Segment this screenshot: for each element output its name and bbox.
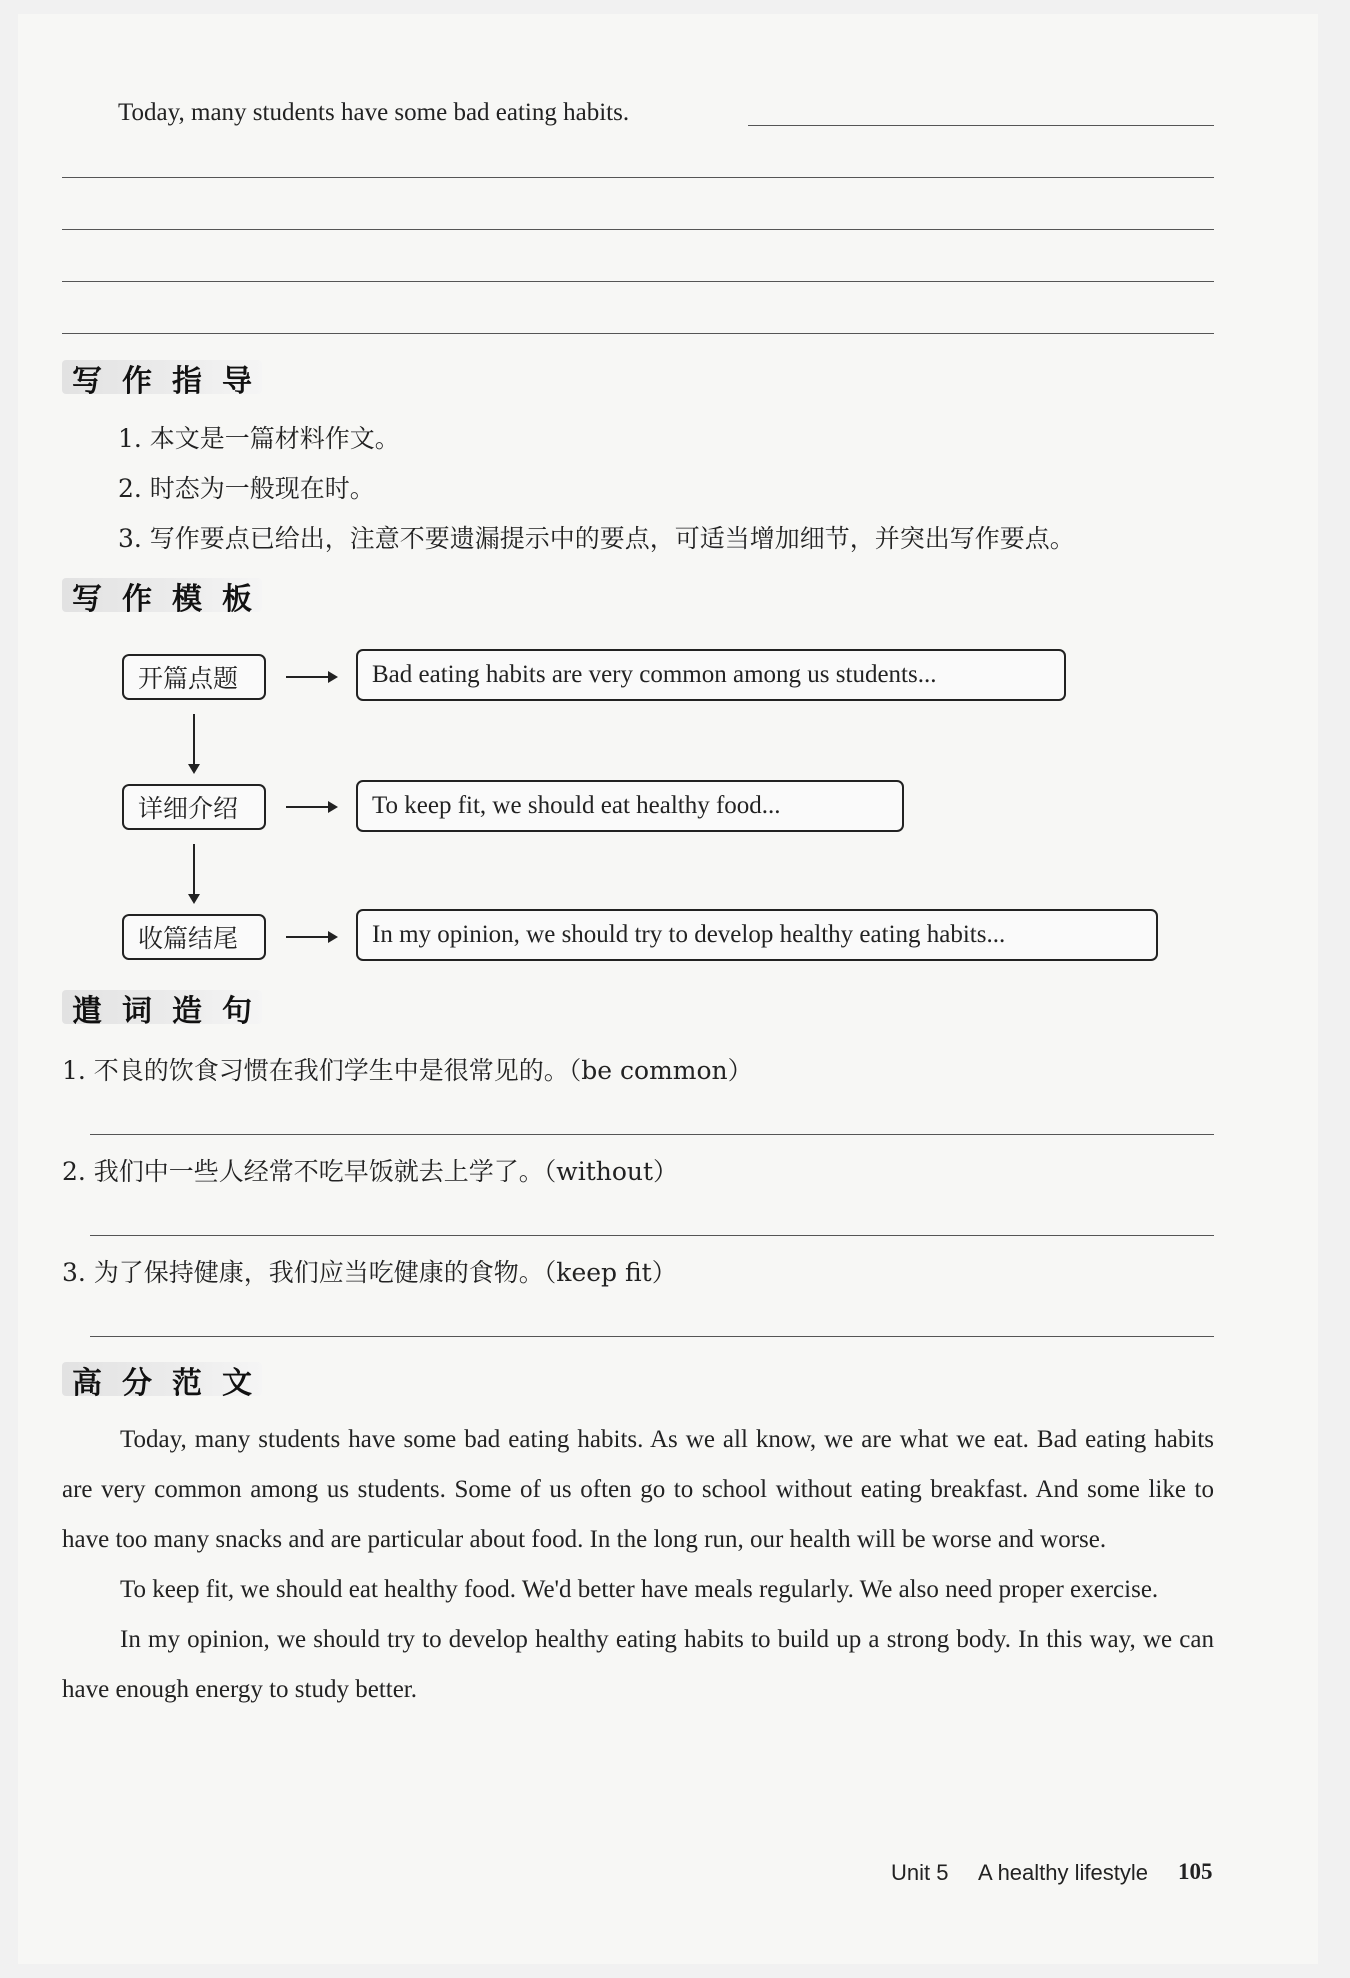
page-number: 105 <box>1178 1859 1213 1884</box>
model-essay-heading: 高 分 范 文 <box>62 1358 262 1402</box>
writing-template-heading: 写 作 模 板 <box>62 574 262 618</box>
guide-item: 3. 写作要点已给出，注意不要遗漏提示中的要点，可适当增加细节，并突出写作要点。 <box>118 524 1075 553</box>
template-step-label: 详细介绍 <box>122 784 266 830</box>
guide-item: 2. 时态为一般现在时。 <box>118 474 375 503</box>
model-essay-body <box>62 1415 1214 1715</box>
sentence-building-heading: 遣 词 造 句 <box>62 986 262 1030</box>
answer-line <box>62 281 1214 282</box>
writing-guide-heading: 写 作 指 导 <box>62 356 262 400</box>
workbook-page <box>18 14 1318 1964</box>
translation-prompt: 2. 我们中一些人经常不吃早饭就去上学了。（without） <box>62 1157 679 1186</box>
right-arrow-icon <box>286 806 336 808</box>
footer-unit: Unit 5 <box>891 1860 949 1885</box>
right-arrow-icon <box>286 676 336 678</box>
guide-item: 1. 本文是一篇材料作文。 <box>118 424 400 453</box>
answer-line <box>62 229 1214 230</box>
footer-title: A healthy lifestyle <box>978 1860 1148 1885</box>
right-arrow-icon <box>286 936 336 938</box>
answer-line[interactable] <box>90 1235 1214 1236</box>
template-step-label: 收篇结尾 <box>122 914 266 960</box>
essay-paragraph: To keep fit, we should eat healthy food. We'd better have meals regularly. We also need proper exercise. <box>120 1576 1159 1603</box>
answer-line <box>62 177 1214 178</box>
template-step-label: 开篇点题 <box>122 654 266 700</box>
template-step-text: To keep fit, we should eat healthy food... <box>356 780 904 832</box>
translation-prompt: 3. 为了保持健康，我们应当吃健康的食物。（keep fit） <box>62 1258 677 1287</box>
translation-prompt: 1. 不良的饮食习惯在我们学生中是很常见的。（be common） <box>62 1056 753 1085</box>
template-step-text: Bad eating habits are very common among us students... <box>356 649 1066 701</box>
essay-opening-line: Today, many students have some bad eating habits. <box>118 99 630 126</box>
down-arrow-icon <box>193 714 195 772</box>
essay-paragraph: Today, many students have some bad eating habits. As we all know, we are what we eat. Bad eating habits are very common among us students. Some of us often go to school without eating breakfast. And some like to have too many snacks and are particular about food. In the long run, our health will be worse and worse. <box>62 1426 1214 1553</box>
answer-line[interactable] <box>90 1336 1214 1337</box>
template-step-text: In my opinion, we should try to develop healthy eating habits... <box>356 909 1158 961</box>
essay-paragraph: In my opinion, we should try to develop healthy eating habits to build up a strong body. In this way, we can have enough energy to study better. <box>62 1626 1214 1703</box>
answer-line[interactable] <box>90 1134 1214 1135</box>
down-arrow-icon <box>193 844 195 902</box>
answer-line <box>748 125 1214 126</box>
answer-line <box>62 333 1214 334</box>
